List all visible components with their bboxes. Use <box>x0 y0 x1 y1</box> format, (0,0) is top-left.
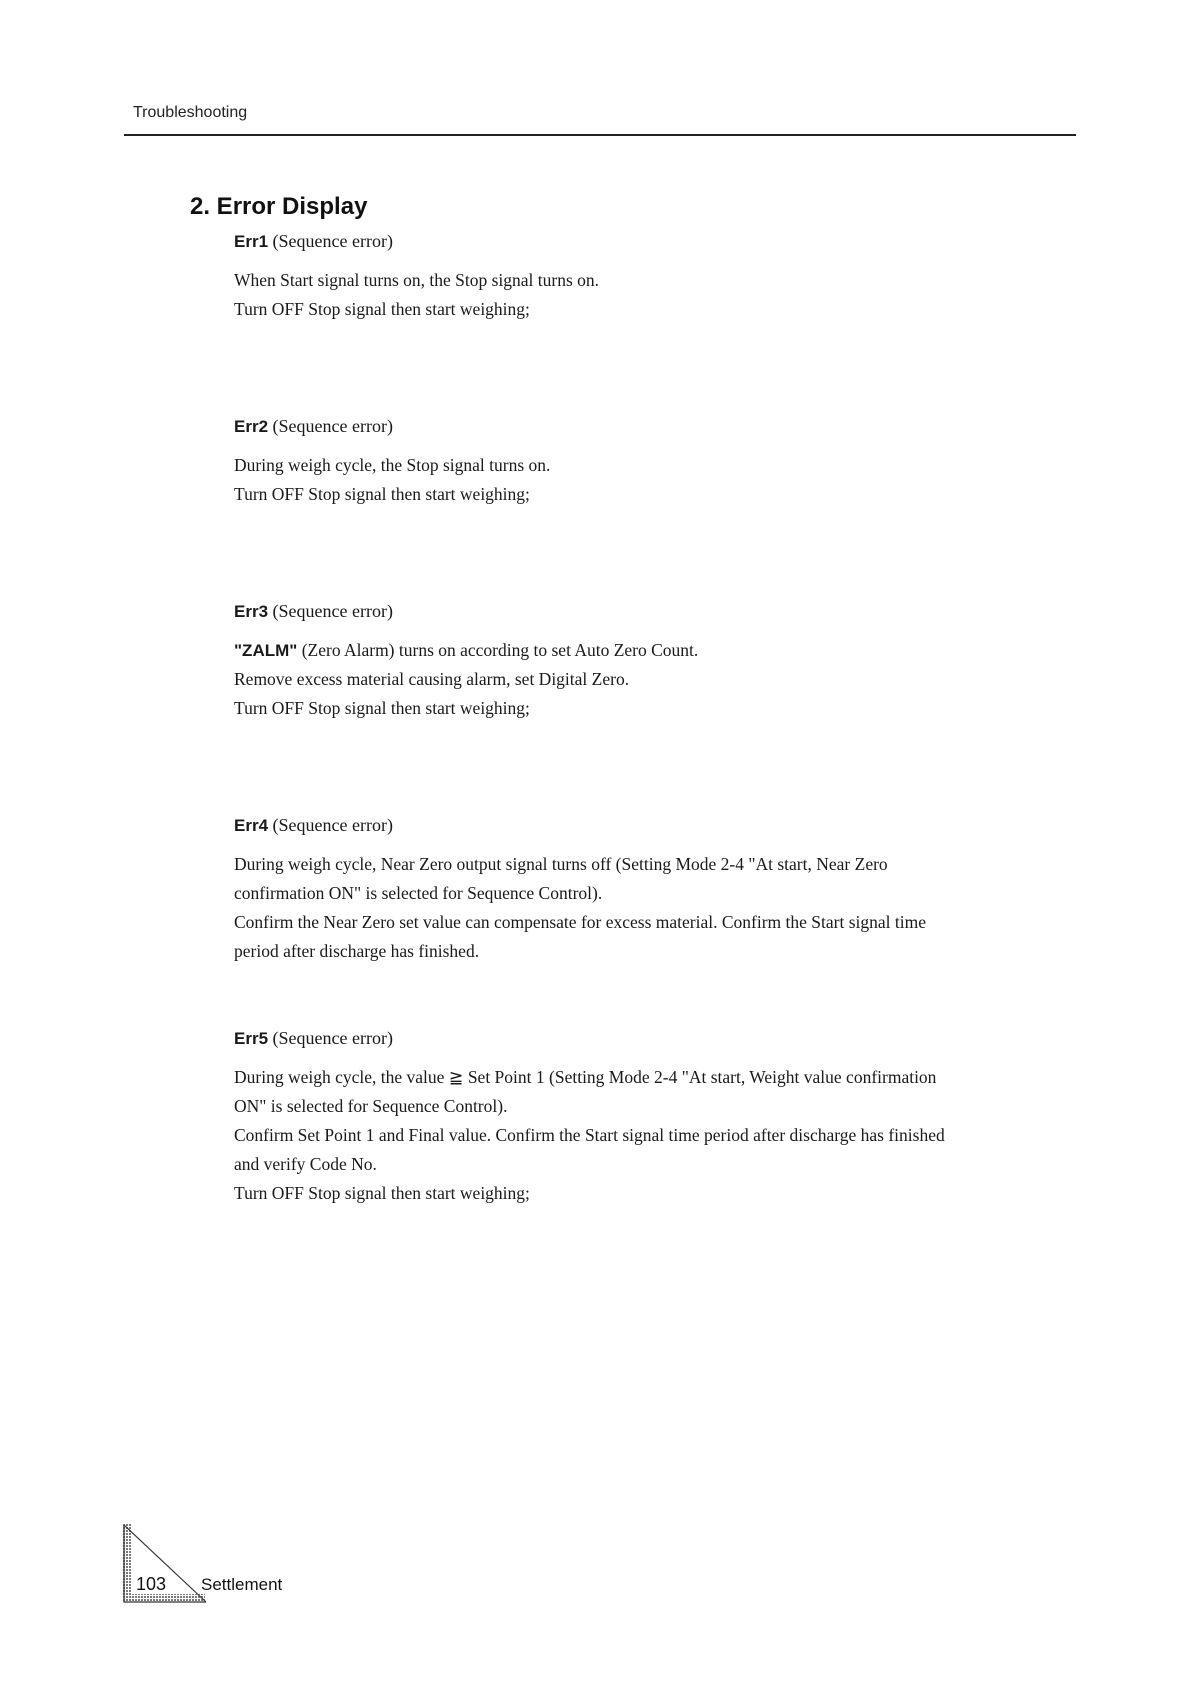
error-line: Turn OFF Stop signal then start weighing; <box>234 299 530 319</box>
error-heading <box>234 813 1074 838</box>
zalm-description: (Zero Alarm) turns on according to set Auto Zero Count. <box>297 640 699 660</box>
page-footer <box>120 1524 320 1604</box>
error-line <box>234 636 1074 665</box>
error-line: Turn OFF Stop signal then start weighing; <box>234 484 530 504</box>
error-entry-err2 <box>234 414 1074 509</box>
error-type: (Sequence error) <box>272 815 393 835</box>
error-type: (Sequence error) <box>272 231 393 251</box>
error-code: Err3 <box>234 602 269 621</box>
error-heading <box>234 599 1074 624</box>
error-line: Confirm Set Point 1 and Final value. Confirm the Start signal time period after discharge has finished <box>234 1125 945 1145</box>
error-line: During weigh cycle, the Stop signal turns on. <box>234 455 551 475</box>
error-type: (Sequence error) <box>272 1028 393 1048</box>
error-line: Turn OFF Stop signal then start weighing; <box>234 1183 530 1203</box>
error-heading <box>234 229 1074 254</box>
error-line: period after discharge has finished. <box>234 941 480 961</box>
error-line: ON" is selected for Sequence Control). <box>234 1096 508 1116</box>
error-line: When Start signal turns on, the Stop signal turns on. <box>234 270 600 290</box>
page-number: 103 <box>136 1574 167 1594</box>
error-entry-err1 <box>234 229 1074 324</box>
footer-chapter: Settlement <box>201 1575 283 1594</box>
error-line: Turn OFF Stop signal then start weighing; <box>234 698 530 718</box>
error-entry-err3 <box>234 599 1074 723</box>
error-code: Err5 <box>234 1029 269 1048</box>
error-code: Err1 <box>234 232 269 251</box>
error-entry-err4 <box>234 813 1074 966</box>
error-line: Remove excess material causing alarm, set Digital Zero. <box>234 669 630 689</box>
error-entry-err5 <box>234 1026 1074 1208</box>
error-type: (Sequence error) <box>272 601 393 621</box>
error-line: and verify Code No. <box>234 1154 377 1174</box>
running-header: Troubleshooting <box>133 104 248 121</box>
error-heading <box>234 1026 1074 1051</box>
error-line: confirmation ON" is selected for Sequence Control). <box>234 883 603 903</box>
error-line: Confirm the Near Zero set value can compensate for excess material. Confirm the Start signal time <box>234 912 926 932</box>
error-heading <box>234 414 1074 439</box>
error-code: Err2 <box>234 417 269 436</box>
header-rule <box>124 134 1076 136</box>
error-type: (Sequence error) <box>272 416 393 436</box>
error-line: During weigh cycle, Near Zero output signal turns off (Setting Mode 2-4 "At start, Near Zero <box>234 854 888 874</box>
error-line: During weigh cycle, the value ≧ Set Point 1 (Setting Mode 2-4 "At start, Weight value confirmation <box>234 1067 937 1087</box>
section-title: 2. Error Display <box>190 193 368 220</box>
error-code: Err4 <box>234 816 269 835</box>
zalm-label: "ZALM" <box>234 641 298 660</box>
